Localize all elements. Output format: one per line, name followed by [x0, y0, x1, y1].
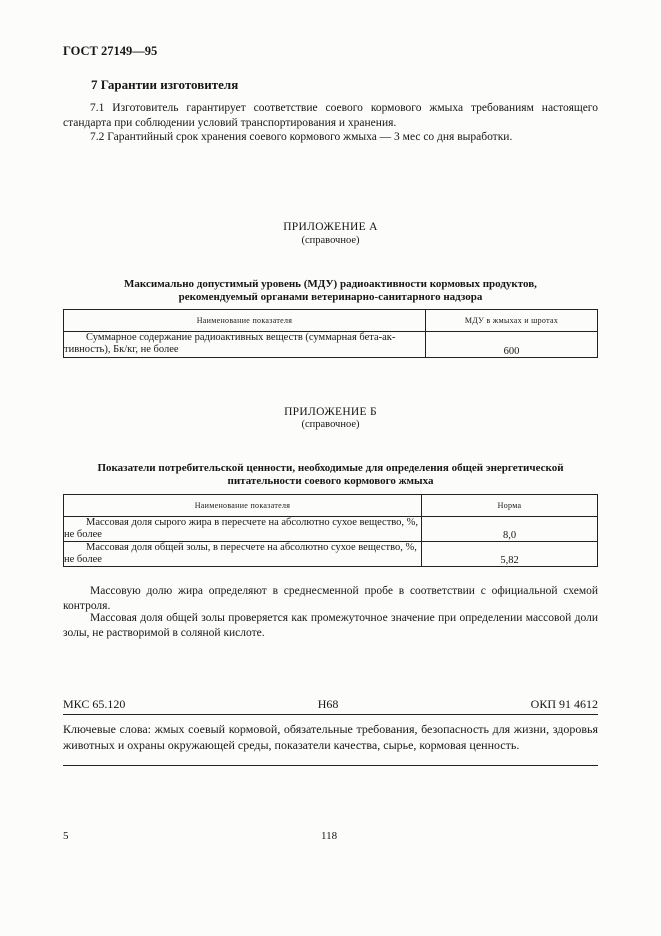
classification-row — [63, 697, 598, 712]
appendix-a-table — [63, 309, 598, 358]
appendix-b-subheading: (справочное) — [301, 419, 360, 430]
table-a-row-name: Суммарное содержание радиоактивных веществ (суммарная бета-ак-тивность), Бк/кг, не более — [64, 332, 426, 358]
table-b-header-norm: Норма — [422, 495, 598, 517]
paragraph-7-1: 7.1 Изготовитель гарантирует соответствие соевого кормового жмыха требованиям настоящего стандарта при соблюдении условий транспортирования и хранения. — [63, 102, 598, 129]
page-left-mark: 5 — [63, 830, 69, 842]
appendix-b-title-line-2: питательности соевого кормового жмыха — [227, 475, 434, 487]
table-row — [64, 332, 598, 358]
document-code: ГОСТ 27149—95 — [63, 44, 158, 58]
table-b-row-2-name: Массовая доля общей золы, в пересчете на абсолютно сухое вещество, %, не более — [64, 542, 422, 567]
appendix-a-title-line-2: рекомендуемый органами ветеринарно-санитарного надзора — [178, 291, 483, 303]
appendix-b-title-line-1: Показатели потребительской ценности, необходимые для определения общей энергетической — [97, 462, 564, 474]
appendix-b-note-2: Массовая доля общей золы проверяется как промежуточное значение при определении массовой доли золы, не растворимой в соляной кислоте. — [63, 612, 598, 639]
h-code: Н68 — [317, 697, 339, 711]
section-7-title: 7 Гарантии изготовителя — [91, 77, 239, 92]
table-row — [64, 542, 598, 567]
table-row — [64, 517, 598, 542]
divider-bottom — [63, 765, 598, 766]
divider-top — [63, 714, 598, 715]
appendix-b-heading: ПРИЛОЖЕНИЕ Б — [284, 406, 377, 418]
okp-code: ОКП 91 4612 — [530, 697, 598, 711]
paragraph-7-2: 7.2 Гарантийный срок хранения соевого кормового жмыха — 3 мес со дня выработки. — [90, 131, 513, 143]
appendix-b-note-1: Массовую долю жира определяют в среднесменной пробе в соответствии с официальной схемой контроля. — [63, 585, 598, 612]
appendix-a-subheading: (справочное) — [301, 235, 360, 246]
mks-code: МКС 65.120 — [63, 697, 126, 711]
table-a-header-mdu: МДУ в жмыхах и шротах — [426, 310, 598, 332]
appendix-a-title-line-1: Максимально допустимый уровень (МДУ) радиоактивности кормовых продуктов, — [124, 278, 537, 290]
appendix-b-table — [63, 494, 598, 567]
table-b-row-1-name: Массовая доля сырого жира в пересчете на абсолютно сухое вещество, %, не более — [64, 517, 422, 542]
table-a-row-value: 600 — [426, 332, 598, 358]
table-b-row-2-value: 5,82 — [422, 542, 598, 567]
table-b-header-name: Наименование показателя — [64, 495, 422, 517]
page-number: 118 — [321, 830, 338, 842]
table-b-row-1-value: 8,0 — [422, 517, 598, 542]
table-a-header-name: Наименование показателя — [64, 310, 426, 332]
keywords: Ключевые слова: жмых соевый кормовой, обязательные требования, безопасность для жизни, здоровья животных и охраны окружающей среды, показатели качества, сырье, кормовая ценность. — [63, 722, 598, 752]
appendix-a-heading: ПРИЛОЖЕНИЕ А — [283, 221, 378, 233]
